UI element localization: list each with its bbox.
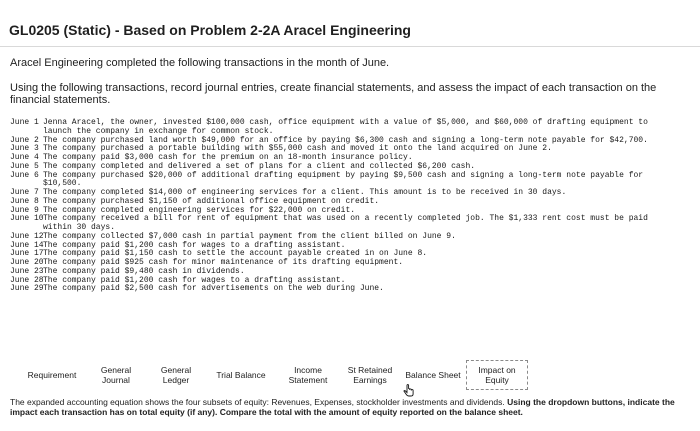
- intro-text: Aracel Engineering completed the following transactions in the month of June.: [10, 57, 390, 69]
- tab-income-statement[interactable]: [276, 360, 340, 390]
- transaction-date: June 10: [10, 214, 44, 224]
- page-title: GL0205 (Static) - Based on Problem 2-2A Aracel Engineering: [9, 22, 411, 38]
- instruction-bold-text: Using the dropdown buttons, indicate the impact each transaction has on total equity (if any). Compare the total with the amount of equity reported on the balance sheet.: [10, 397, 675, 417]
- tab-requirement[interactable]: [18, 360, 86, 390]
- tab-general-journal[interactable]: [86, 360, 146, 390]
- tab-label: General Ledger: [160, 365, 192, 385]
- instruction-text: The expanded accounting equation shows the four subsets of equity: Revenues, Expenses, stockholder investments and dividends.: [10, 397, 505, 407]
- tab-label: Income Statement: [288, 365, 328, 385]
- tab-label: St Retained Earnings: [347, 365, 393, 385]
- transaction-row: [10, 172, 690, 190]
- tab-label: Impact on Equity: [478, 365, 516, 385]
- transaction-date: June 2: [10, 135, 39, 145]
- instructions-text: Using the following transactions, record journal entries, create financial statements, and assess the impact of each transaction on the financial statements.: [10, 82, 657, 106]
- tab-impact-on-equity[interactable]: [466, 360, 528, 390]
- transaction-date: June 7: [10, 188, 39, 197]
- transaction-date: June 6: [10, 170, 39, 180]
- transaction-date: June 5: [10, 161, 39, 171]
- transaction-text: The company completed and delivered a set of plans for a client and collected $6,200 cash.: [43, 161, 476, 171]
- transaction-text: The company purchased a portable building with $55,000 cash and moved it onto the land acquired on June 2.: [43, 144, 552, 154]
- transaction-date: June 20: [10, 258, 44, 267]
- transaction-text: The company paid $925 cash for minor maintenance of its drafting equipment.: [43, 258, 404, 267]
- transaction-list: [10, 119, 690, 294]
- tab-label: Trial Balance: [216, 370, 266, 380]
- transaction-date: June 28: [10, 275, 44, 285]
- transaction-row: [10, 285, 690, 294]
- tab-label: Requirement: [27, 370, 77, 380]
- transaction-text: The company collected $7,000 cash in partial payment from the client billed on June 9.: [43, 231, 456, 241]
- transaction-date: June 3: [10, 144, 39, 154]
- transaction-text: The company received a bill for rent of equipment that was used on a recently completed job. The $1,333 rent cost must be paid within 30 days.: [43, 214, 648, 232]
- transaction-text: Jenna Aracel, the owner, invested $100,000 cash, office equipment with a value of $5,000, and $60,000 of drafting equipment to launch the company in exchange for common stock.: [43, 118, 648, 136]
- transaction-text: The company purchased $20,000 of additional drafting equipment by paying $9,500 cash and signing a long-term note payable for $10,500.: [43, 170, 644, 189]
- transaction-date: June 23: [10, 266, 44, 276]
- transaction-date: June 17: [10, 249, 44, 259]
- transaction-text: The company purchased $1,150 of additional office equipment on credit.: [43, 196, 380, 206]
- transaction-date: June 4: [10, 153, 39, 162]
- transaction-text: The company completed engineering services for $22,000 on credit.: [43, 205, 356, 215]
- transaction-text: The company paid $3,000 cash for the premium on an 18-month insurance policy.: [43, 153, 413, 162]
- transaction-date: June 14: [10, 240, 44, 250]
- equity-instructions: [10, 397, 690, 417]
- tab-label: General Journal: [100, 365, 132, 385]
- transaction-text: The company paid $1,200 cash for wages to a drafting assistant.: [43, 240, 346, 250]
- transaction-text: The company paid $9,480 cash in dividends.: [43, 266, 245, 276]
- tab-st-retained-earnings[interactable]: [340, 360, 400, 390]
- transaction-text: The company purchased land worth $49,000 for an office by paying $6,300 cash and signing a long-term note payable for $42,700.: [43, 135, 648, 145]
- tab-general-ledger[interactable]: [146, 360, 206, 390]
- transaction-date: June 29: [10, 284, 44, 294]
- requirement-tabs: [18, 360, 530, 390]
- title-divider: [0, 46, 700, 47]
- transaction-date: June 8: [10, 196, 39, 206]
- hand-pointer-icon: [402, 384, 416, 398]
- transaction-text: The company paid $1,150 cash to settle the account payable created in on June 8.: [43, 249, 428, 259]
- tab-trial-balance[interactable]: [206, 360, 276, 390]
- transaction-date: June 12: [10, 231, 44, 241]
- transaction-text: The company paid $2,500 cash for advertisements on the web during June.: [43, 284, 384, 294]
- transaction-text: The company completed $14,000 of engineering services for a client. This amount is to be received in 30 days.: [43, 188, 567, 197]
- transaction-date: June 9: [10, 205, 39, 215]
- transaction-date: June 1: [10, 118, 39, 127]
- tab-label: Balance Sheet: [405, 370, 461, 380]
- transaction-row: [10, 119, 690, 137]
- transaction-row: [10, 215, 690, 233]
- transaction-text: The company paid $1,200 cash for wages to a drafting assistant.: [43, 275, 346, 285]
